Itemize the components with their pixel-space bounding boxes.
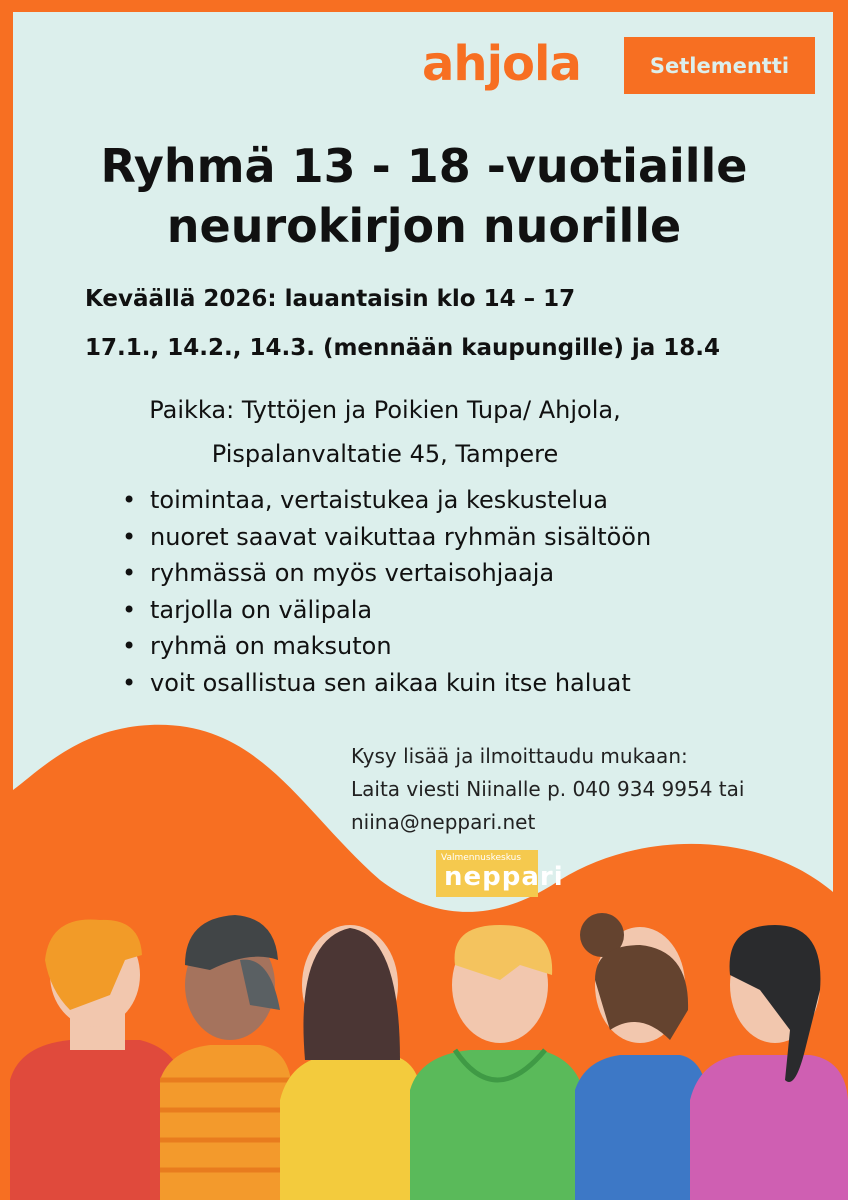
feature-list: [122, 482, 651, 701]
ahjola-logo-word: ahjola: [422, 36, 581, 92]
list-item: • ryhmässä on myös vertaisohjaaja: [122, 555, 651, 592]
contact-line-1: Kysy lisää ja ilmoittaudu mukaan:: [351, 744, 688, 768]
contact-info: [351, 740, 744, 839]
place-text: [0, 388, 770, 476]
list-item: • voit osallistua sen aikaa kuin itse haluat: [122, 665, 651, 702]
neppari-logo-small: Valmennuskeskus: [441, 853, 522, 863]
page-title: [0, 136, 848, 256]
neppari-logo: [436, 850, 564, 897]
neppari-logo-big: neppari: [444, 862, 564, 892]
place-line-2: Pispalanvaltatie 45, Tampere: [211, 440, 559, 468]
contact-line-2: Laita viesti Niinalle p. 040 934 9954 tai: [351, 777, 745, 801]
list-item: • tarjolla on välipala: [122, 592, 651, 629]
place-line-1: Paikka: Tyttöjen ja Poikien Tupa/ Ahjola,: [149, 396, 621, 424]
list-item: • toimintaa, vertaistukea ja keskustelua: [122, 482, 651, 519]
setlementti-logo-box: Setlementti: [624, 37, 815, 94]
people-illustration: [10, 913, 848, 1200]
title-line-1: Ryhmä 13 - 18 -vuotiaille: [100, 139, 748, 193]
list-item: • nuoret saavat vaikuttaa ryhmän sisältöön: [122, 519, 651, 556]
schedule-text: Keväällä 2026: lauantaisin klo 14 – 17: [85, 286, 576, 312]
dates-text: 17.1., 14.2., 14.3. (mennään kaupungille) ja 18.4: [85, 335, 720, 361]
title-line-2: neurokirjon nuorille: [166, 199, 682, 253]
list-item: • ryhmä on maksuton: [122, 628, 651, 665]
contact-email[interactable]: niina@neppari.net: [351, 810, 536, 834]
